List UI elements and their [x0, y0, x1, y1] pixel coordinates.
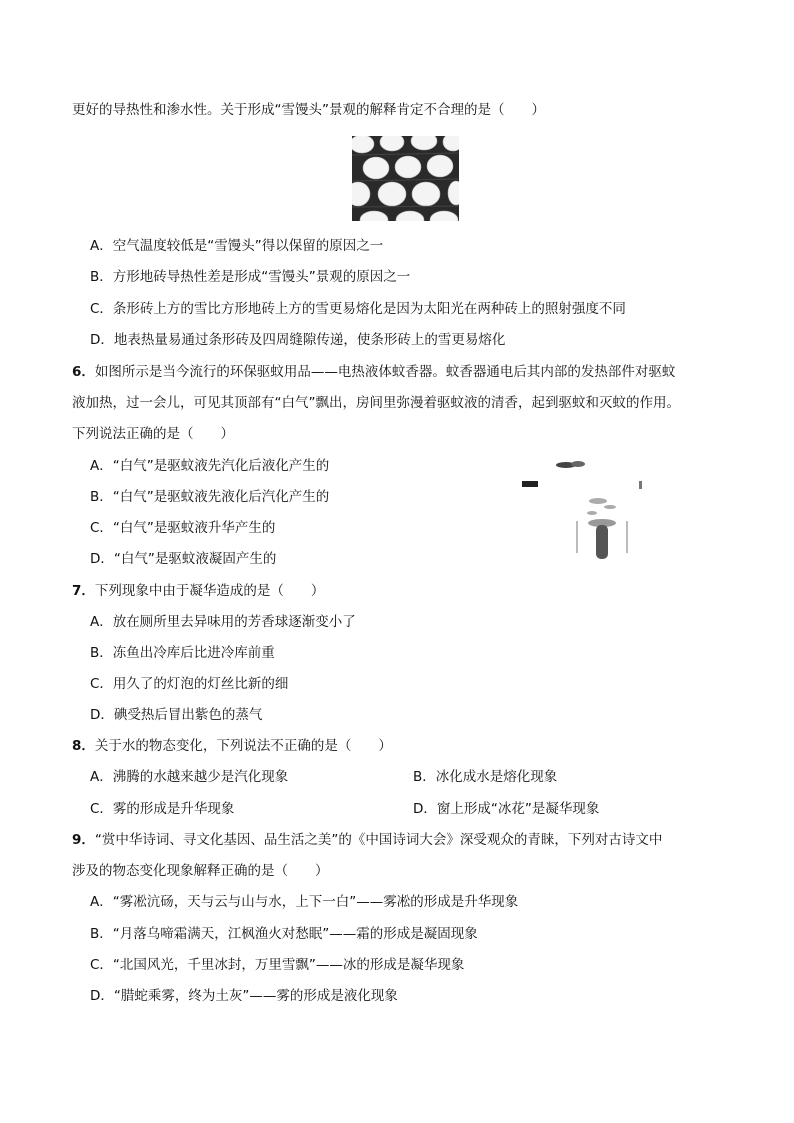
q6-option-b: B．“白气”是驱蚊液先液化后汽化产生的 — [90, 489, 330, 505]
q6-stem-line-3: 下列说法正确的是（ ） — [72, 426, 234, 442]
q5-option-a: A．空气温度较低是“雪馒头”得以保留的原因之一 — [90, 238, 384, 254]
q7-option-d: D．碘受热后冒出紫色的蒸气 — [90, 707, 263, 723]
mosquito-repeller-figure — [518, 455, 648, 560]
q8-option-c: C．雾的形成是升华现象 — [90, 801, 235, 817]
q5-option-c: C．条形砖上方的雪比方形地砖上方的雪更易熔化是因为太阳光在两种砖上的照射强度不同 — [90, 301, 626, 317]
snow-tiles-figure — [352, 136, 459, 221]
q9-option-b: B．“月落乌啼霜满天，江枫渔火对愁眠”——霜的形成是凝固现象 — [90, 926, 478, 942]
q8-number: 8． — [72, 738, 95, 754]
q8-option-d: D．窗上形成“冰花”是凝华现象 — [413, 801, 600, 817]
q8-stem — [72, 737, 392, 755]
q7-option-c: C．用久了的灯泡的灯丝比新的细 — [90, 676, 289, 692]
q6-option-d: D．“白气”是驱蚊液凝固产生的 — [90, 551, 277, 567]
q7-stem — [72, 582, 324, 600]
question-5-stem-tail: 更好的导热性和渗水性。关于形成“雪馒头”景观的解释肯定不合理的是（ ） — [72, 102, 545, 118]
q8-option-a: A．沸腾的水越来越少是汽化现象 — [90, 769, 289, 785]
q8-stem-text: 关于水的物态变化，下列说法不正确的是（ ） — [94, 738, 392, 754]
q6-number: 6． — [72, 364, 95, 380]
q7-option-a: A．放在厕所里去异味用的芳香球逐渐变小了 — [90, 614, 356, 630]
q6-option-a: A．“白气”是驱蚊液先汽化后液化产生的 — [90, 458, 330, 474]
q9-number: 9． — [72, 832, 95, 848]
q9-option-d: D．“腊蛇乘雾，终为土灰”——雾的形成是液化现象 — [90, 988, 398, 1004]
q9-stem-line-2: 涉及的物态变化现象解释正确的是（ ） — [72, 863, 329, 879]
q9-stem-line-1 — [72, 831, 662, 849]
q6-stem-line-2: 液加热，过一会儿，可见其顶部有“白气”飘出，房间里弥漫着驱蚊液的清香，起到驱蚊和灭蚊的作用。 — [72, 395, 680, 411]
q7-number: 7． — [72, 583, 95, 599]
q7-option-b: B．冻鱼出冷库后比进冷库前重 — [90, 645, 275, 661]
q6-stem-line-1 — [72, 363, 675, 381]
q6-option-c: C．“白气”是驱蚊液升华产生的 — [90, 520, 276, 536]
q9-option-c: C．“北国风光，千里冰封，万里雪飘”——冰的形成是凝华现象 — [90, 957, 465, 973]
q5-option-b: B．方形地砖导热性差是形成“雪馒头”景观的原因之一 — [90, 269, 411, 285]
q9-option-a: A．“雾凇沆砀，天与云与山与水，上下一白”——雾凇的形成是升华现象 — [90, 894, 519, 910]
q5-option-d: D．地表热量易通过条形砖及四周缝隙传递，使条形砖上的雪更易熔化 — [90, 332, 506, 348]
q8-option-b: B．冰化成水是熔化现象 — [413, 769, 558, 785]
q6-stem-text-1: 如图所示是当今流行的环保驱蚊用品——电热液体蚊香器。蚊香器通电后其内部的发热部件对驱蚊 — [94, 364, 676, 380]
q9-stem-text-1: “赏中华诗词、寻文化基因、品生活之美”的《中国诗词大会》深受观众的青睐，下列对古诗文中 — [94, 832, 663, 848]
q7-stem-text: 下列现象中由于凝华造成的是（ ） — [94, 583, 325, 599]
